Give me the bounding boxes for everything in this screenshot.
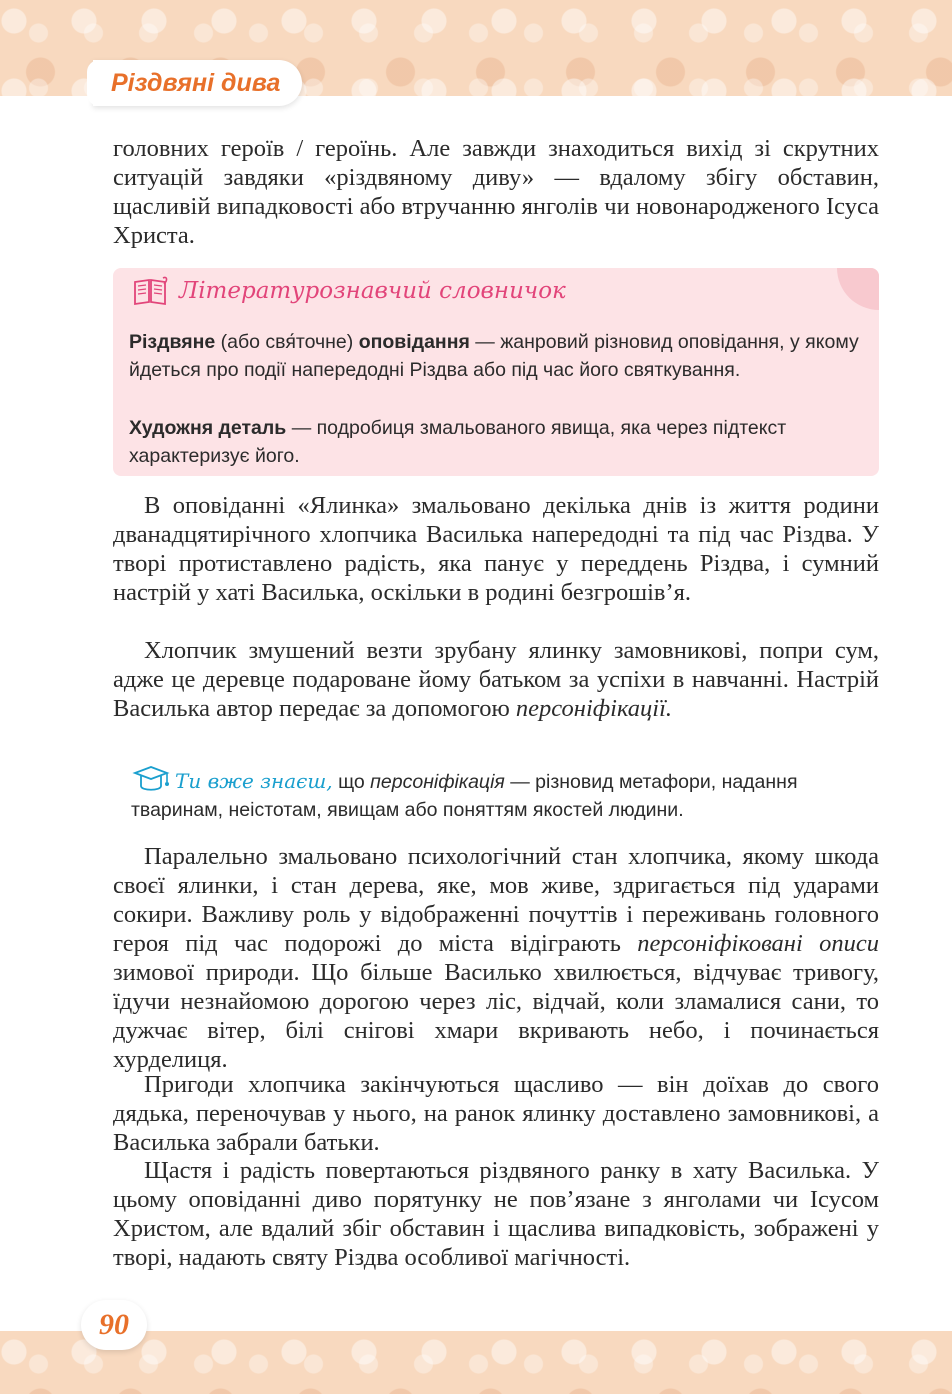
bottom-ornament-band bbox=[0, 1331, 952, 1394]
paragraph-psychology-term: персоніфіковані описи bbox=[637, 930, 879, 957]
glossary-definition-2: — подробиця змальованого явища, яка через підтекст характеризує його. bbox=[129, 417, 787, 467]
paragraph-adventure-end: Пригоди хлопчика закінчуються щасливо — він доїхав до свого дядька, переночував у нього, на ранок ялинку доставлено замовникові, а Василька забрали батьки. bbox=[113, 1071, 879, 1156]
note-term: персоніфікація bbox=[370, 771, 505, 793]
paragraph-boy bbox=[113, 636, 879, 723]
glossary-header bbox=[133, 276, 566, 306]
glossary-term-2: Художня деталь bbox=[129, 417, 287, 439]
chapter-title: Різдвяні дива bbox=[111, 68, 281, 97]
paragraph-psychology-a: Паралельно змальовано психологічний стан хлопчика, якому шкода своєї ялинки, і стан дерева, яке, мов живе, здригається під ударами сокири. Важливу роль у відображенні почуттів і переживань головного героя під час подорожі до міста відіграють bbox=[113, 843, 879, 957]
paragraph-boy-term: персоніфікації. bbox=[515, 695, 673, 722]
paragraph-boy-text: Хлопчик змушений везти зрубану ялинку замовникові, попри сум, адже це деревце подароване йому батьком за успіхи в навчанні. Настрій Василька автор передає за допомогою bbox=[113, 637, 879, 722]
glossary-title: Літературознавчий словничок bbox=[179, 278, 566, 304]
note-text-a: що bbox=[338, 771, 365, 793]
paragraph-psychology-b: зимової природи. Що більше Василько хвилюється, відчуває тривогу, їдучи незнайомою дорогою через ліс, відчай, коли зламалися сани, то дужчає вітер, білі снігові хмари вкривають небо, і починається хурделиця. bbox=[113, 959, 879, 1073]
note-text-b: — різновид метафори, надання тваринам, неістотам, явищам або поняттям якостей людини. bbox=[131, 771, 798, 821]
paragraph-conclusion: Щастя і радість повертаються різдвяного ранку в хату Василька. У цьому оповіданні диво порятунку не пов’язане з янголами чи Ісусом Христом, але вдалий збіг обставин і щаслива випадковість, зображені у творі, надають святу Різдва особливої магічності. bbox=[113, 1157, 879, 1271]
glossary-definition-1: — жанровий різновид оповідання, у якому йдеться про події напередодні Різдва або під час його святкування. bbox=[129, 331, 859, 381]
graduation-cap-icon bbox=[131, 764, 175, 794]
paragraph-psychology bbox=[113, 842, 879, 1074]
reminder-note bbox=[131, 764, 883, 824]
glossary-term-1a: Різдвяне bbox=[129, 331, 216, 353]
paragraph-intro: головних героїв / героїнь. Але завжди знаходиться вихід зі скрутних ситуацій завдяки «різдвяному диву» — вдалому збігу обставин, щасливій випадковості або втручанню янголів чи новонародженого Ісуса Христа. bbox=[113, 135, 879, 249]
paragraph-story-summary: В оповіданні «Ялинка» змальовано декілька днів із життя родини дванадцятирічного хлопчика Василька напередодні та під час Різдва. У творі протиставлено радість, яка панує у переддень Різдва, і сумний настрій у хаті Василька, оскільки в родині безгрошів’я. bbox=[113, 492, 879, 606]
book-icon bbox=[133, 276, 169, 306]
glossary-term-1c: оповідання bbox=[358, 331, 470, 353]
note-title: Ти вже знаєш, bbox=[175, 769, 333, 793]
glossary-entry-2 bbox=[129, 414, 869, 470]
chapter-title-tab bbox=[93, 60, 302, 106]
glossary-entry-1 bbox=[129, 328, 869, 384]
glossary-box bbox=[113, 268, 879, 476]
glossary-term-1b: (або свя́точне) bbox=[220, 331, 354, 353]
glossary-corner-decoration bbox=[837, 268, 879, 310]
page-number bbox=[81, 1300, 147, 1350]
page-number-text: 90 bbox=[99, 1308, 129, 1341]
